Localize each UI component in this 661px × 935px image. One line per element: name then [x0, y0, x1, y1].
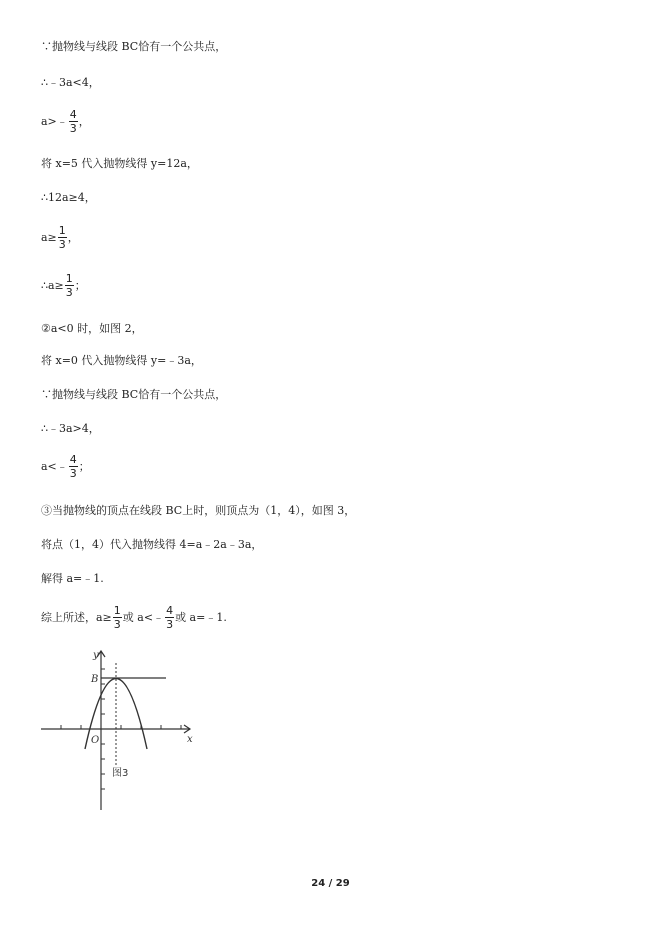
line-text: ，	[78, 115, 90, 128]
line-text: 将 x=5 代入抛物线得 y=12a，	[41, 157, 198, 170]
figure-3-parabola-diagram	[38, 645, 208, 815]
text-line-10	[41, 384, 226, 404]
label-b: B	[91, 674, 99, 685]
text-line-5	[41, 187, 96, 207]
fraction	[165, 604, 174, 631]
label-origin: O	[91, 735, 100, 746]
text-line-13	[41, 500, 355, 520]
text-line-12	[41, 452, 90, 480]
line-text: 解得 a=﹣1.	[41, 572, 104, 585]
fraction-denominator: 3	[69, 121, 77, 135]
fraction-denominator: 3	[58, 237, 66, 251]
text-line-3	[41, 107, 90, 135]
line-text: ②a<0 时，如图 2，	[41, 322, 143, 335]
fraction-denominator: 3	[113, 617, 121, 631]
line-text: 将点（1，4）代入抛物线得 4=a﹣2a﹣3a，	[41, 538, 263, 551]
line-text: ∴12a≥4，	[41, 191, 96, 204]
line-text: 综上所述，a≥	[41, 611, 112, 624]
text-line-1	[41, 36, 226, 56]
fraction-numerator: 4	[166, 603, 174, 617]
text-line-4	[41, 153, 198, 173]
figure-caption: 图3	[112, 768, 129, 779]
line-text: 或 a<﹣	[122, 611, 165, 624]
line-text: ③当抛物线的顶点在线段 BC上时，则顶点为（1，4），如图 3，	[41, 504, 356, 517]
line-text: ∴﹣3a<4，	[41, 76, 100, 89]
line-text: ∴a≥	[41, 278, 64, 292]
label-y: y	[93, 650, 99, 661]
line-text: ；	[74, 279, 86, 292]
text-line-9	[41, 350, 202, 370]
fraction-numerator: 1	[65, 271, 73, 285]
fraction-denominator: 3	[166, 617, 174, 631]
fraction	[58, 224, 67, 251]
line-text: ∴﹣3a>4，	[41, 422, 100, 435]
fraction-numerator: 4	[69, 107, 77, 121]
line-text: ，	[67, 231, 79, 244]
fraction	[69, 453, 78, 480]
text-line-16-conclusion	[41, 603, 227, 631]
fraction-denominator: 3	[65, 285, 73, 299]
fraction-numerator: 1	[113, 603, 121, 617]
line-text: ∵抛物线与线段 BC恰有一个公共点，	[41, 40, 227, 53]
fraction	[65, 272, 74, 299]
fraction	[69, 108, 78, 135]
line-text: a<﹣	[41, 460, 68, 473]
text-line-11	[41, 418, 100, 438]
line-text: 将 x=0 代入抛物线得 y=﹣3a，	[41, 354, 202, 367]
fraction-numerator: 1	[58, 223, 66, 237]
page-number: 24 / 29	[311, 878, 350, 889]
line-text: ∵抛物线与线段 BC恰有一个公共点，	[41, 388, 227, 401]
text-line-8	[41, 318, 143, 338]
fraction	[113, 604, 122, 631]
text-line-6	[41, 223, 79, 251]
line-text: a≥	[41, 230, 57, 244]
fraction-numerator: 4	[69, 452, 77, 466]
text-line-7	[41, 271, 86, 299]
fraction-denominator: 3	[69, 466, 77, 480]
line-text: ；	[78, 460, 90, 473]
line-text: a>﹣	[41, 115, 68, 128]
text-line-2	[41, 72, 100, 92]
label-x: x	[187, 734, 193, 745]
text-line-14	[41, 534, 262, 554]
line-text: 或 a=﹣1.	[175, 611, 227, 624]
text-line-15	[41, 568, 104, 588]
